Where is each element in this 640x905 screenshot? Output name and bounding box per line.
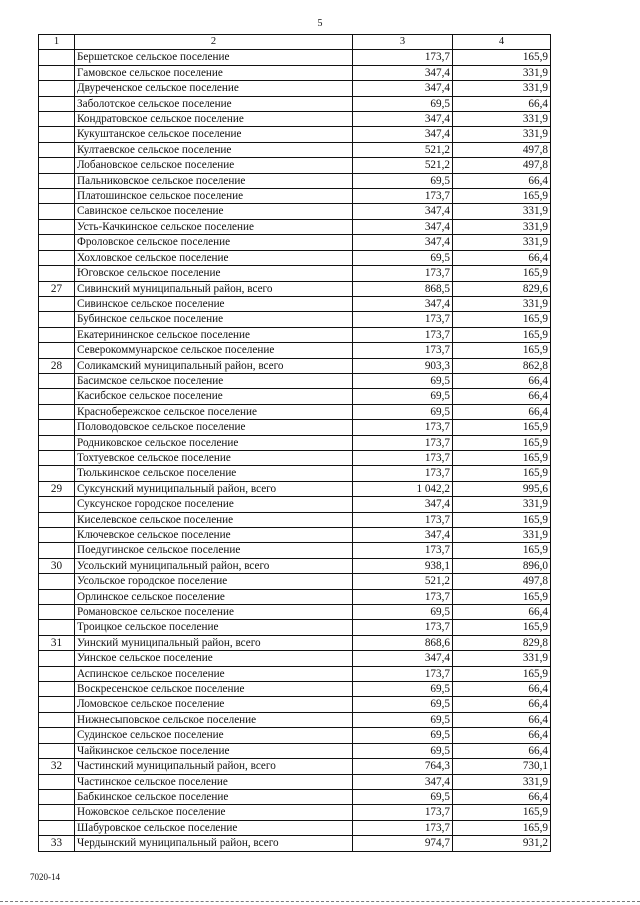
table-row bbox=[39, 204, 551, 219]
value-col4-cell: 829,6 bbox=[453, 281, 551, 296]
value-col3-cell: 764,3 bbox=[353, 759, 453, 774]
value-col3-cell: 173,7 bbox=[353, 189, 453, 204]
name-cell: Усольский муниципальный район, всего bbox=[75, 558, 353, 573]
value-col3-cell: 173,7 bbox=[353, 343, 453, 358]
name-cell: Романовское сельское поселение bbox=[75, 605, 353, 620]
table-row bbox=[39, 250, 551, 265]
row-number-cell bbox=[39, 173, 75, 188]
name-cell: Воскресенское сельское поселение bbox=[75, 682, 353, 697]
value-col4-cell: 165,9 bbox=[453, 312, 551, 327]
value-col4-cell: 497,8 bbox=[453, 142, 551, 157]
value-col3-cell: 69,5 bbox=[353, 404, 453, 419]
value-col3-cell: 347,4 bbox=[353, 235, 453, 250]
value-col3-cell: 347,4 bbox=[353, 528, 453, 543]
name-cell: Фроловское сельское поселение bbox=[75, 235, 353, 250]
value-col4-cell: 66,4 bbox=[453, 712, 551, 727]
name-cell: Платошинское сельское поселение bbox=[75, 189, 353, 204]
row-number-cell bbox=[39, 466, 75, 481]
name-cell: Бабкинское сельское поселение bbox=[75, 789, 353, 804]
row-number-cell bbox=[39, 450, 75, 465]
table-row bbox=[39, 728, 551, 743]
row-number-cell bbox=[39, 435, 75, 450]
value-col3-cell: 69,5 bbox=[353, 789, 453, 804]
row-number-cell bbox=[39, 189, 75, 204]
table-header-row bbox=[39, 35, 551, 50]
value-col3-cell: 173,7 bbox=[353, 50, 453, 65]
value-col3-cell: 938,1 bbox=[353, 558, 453, 573]
table-row bbox=[39, 404, 551, 419]
column-header: 1 bbox=[39, 35, 75, 50]
row-number-cell: 30 bbox=[39, 558, 75, 573]
value-col4-cell: 331,9 bbox=[453, 774, 551, 789]
row-number-cell bbox=[39, 112, 75, 127]
value-col3-cell: 347,4 bbox=[353, 296, 453, 311]
value-col3-cell: 974,7 bbox=[353, 836, 453, 851]
value-col3-cell: 69,5 bbox=[353, 743, 453, 758]
column-header: 2 bbox=[75, 35, 353, 50]
row-number-cell bbox=[39, 528, 75, 543]
value-col3-cell: 173,7 bbox=[353, 420, 453, 435]
value-col3-cell: 347,4 bbox=[353, 127, 453, 142]
value-col3-cell: 69,5 bbox=[353, 389, 453, 404]
name-cell: Ключевское сельское поселение bbox=[75, 528, 353, 543]
table-row bbox=[39, 158, 551, 173]
table-row bbox=[39, 512, 551, 527]
table-row bbox=[39, 173, 551, 188]
value-col4-cell: 995,6 bbox=[453, 481, 551, 496]
name-cell: Усольское городское поселение bbox=[75, 574, 353, 589]
document-code: 7020-14 bbox=[30, 872, 60, 882]
name-cell: Ножовское сельское поселение bbox=[75, 805, 353, 820]
value-col4-cell: 331,9 bbox=[453, 112, 551, 127]
table-row bbox=[39, 712, 551, 727]
name-cell: Юговское сельское поселение bbox=[75, 266, 353, 281]
value-col4-cell: 331,9 bbox=[453, 497, 551, 512]
value-col4-cell: 66,4 bbox=[453, 728, 551, 743]
value-col4-cell: 165,9 bbox=[453, 450, 551, 465]
value-col3-cell: 868,6 bbox=[353, 635, 453, 650]
value-col4-cell: 331,9 bbox=[453, 127, 551, 142]
value-col4-cell: 66,4 bbox=[453, 250, 551, 265]
name-cell: Чердынский муниципальный район, всего bbox=[75, 836, 353, 851]
value-col4-cell: 165,9 bbox=[453, 512, 551, 527]
value-col3-cell: 173,7 bbox=[353, 512, 453, 527]
row-number-cell bbox=[39, 312, 75, 327]
row-number-cell: 32 bbox=[39, 759, 75, 774]
table-row bbox=[39, 528, 551, 543]
table-row bbox=[39, 789, 551, 804]
value-col3-cell: 69,5 bbox=[353, 682, 453, 697]
name-cell: Култаевское сельское поселение bbox=[75, 142, 353, 157]
name-cell: Судинское сельское поселение bbox=[75, 728, 353, 743]
name-cell: Бершетское сельское поселение bbox=[75, 50, 353, 65]
name-cell: Лобановское сельское поселение bbox=[75, 158, 353, 173]
row-number-cell bbox=[39, 204, 75, 219]
table-row bbox=[39, 296, 551, 311]
value-col3-cell: 69,5 bbox=[353, 605, 453, 620]
table-row bbox=[39, 112, 551, 127]
value-col3-cell: 868,5 bbox=[353, 281, 453, 296]
table-row bbox=[39, 620, 551, 635]
table-row bbox=[39, 805, 551, 820]
value-col4-cell: 165,9 bbox=[453, 666, 551, 681]
table-row bbox=[39, 142, 551, 157]
row-number-cell bbox=[39, 296, 75, 311]
value-col3-cell: 903,3 bbox=[353, 358, 453, 373]
value-col4-cell: 497,8 bbox=[453, 574, 551, 589]
row-number-cell bbox=[39, 605, 75, 620]
row-number-cell bbox=[39, 389, 75, 404]
value-col3-cell: 173,7 bbox=[353, 435, 453, 450]
value-col4-cell: 165,9 bbox=[453, 589, 551, 604]
value-col4-cell: 331,9 bbox=[453, 219, 551, 234]
name-cell: Суксунское городское поселение bbox=[75, 497, 353, 512]
value-col3-cell: 347,4 bbox=[353, 651, 453, 666]
table-row bbox=[39, 281, 551, 296]
row-number-cell: 31 bbox=[39, 635, 75, 650]
value-col3-cell: 69,5 bbox=[353, 173, 453, 188]
value-col3-cell: 173,7 bbox=[353, 266, 453, 281]
table-row bbox=[39, 65, 551, 80]
value-col4-cell: 66,4 bbox=[453, 173, 551, 188]
value-col3-cell: 173,7 bbox=[353, 805, 453, 820]
name-cell: Суксунский муниципальный район, всего bbox=[75, 481, 353, 496]
name-cell: Заболотское сельское поселение bbox=[75, 96, 353, 111]
value-col3-cell: 173,7 bbox=[353, 327, 453, 342]
row-number-cell bbox=[39, 543, 75, 558]
row-number-cell bbox=[39, 620, 75, 635]
name-cell: Тюлькинское сельское поселение bbox=[75, 466, 353, 481]
row-number-cell bbox=[39, 497, 75, 512]
value-col4-cell: 165,9 bbox=[453, 543, 551, 558]
page-edge-divider bbox=[0, 901, 640, 902]
row-number-cell: 29 bbox=[39, 481, 75, 496]
name-cell: Сивинское сельское поселение bbox=[75, 296, 353, 311]
row-number-cell bbox=[39, 235, 75, 250]
name-cell: Троицкое сельское поселение bbox=[75, 620, 353, 635]
name-cell: Савинское сельское поселение bbox=[75, 204, 353, 219]
allocation-table bbox=[38, 34, 551, 852]
table-row bbox=[39, 81, 551, 96]
name-cell: Кукуштанское сельское поселение bbox=[75, 127, 353, 142]
value-col4-cell: 165,9 bbox=[453, 343, 551, 358]
value-col3-cell: 173,7 bbox=[353, 620, 453, 635]
name-cell: Орлинское сельское поселение bbox=[75, 589, 353, 604]
name-cell: Соликамский муниципальный район, всего bbox=[75, 358, 353, 373]
table-row bbox=[39, 450, 551, 465]
table-row bbox=[39, 605, 551, 620]
table-row bbox=[39, 435, 551, 450]
name-cell: Чайкинское сельское поселение bbox=[75, 743, 353, 758]
row-number-cell bbox=[39, 343, 75, 358]
row-number-cell bbox=[39, 682, 75, 697]
table-row bbox=[39, 497, 551, 512]
value-col4-cell: 331,9 bbox=[453, 296, 551, 311]
value-col4-cell: 931,2 bbox=[453, 836, 551, 851]
table-row bbox=[39, 682, 551, 697]
value-col3-cell: 69,5 bbox=[353, 250, 453, 265]
value-col4-cell: 66,4 bbox=[453, 682, 551, 697]
value-col4-cell: 862,8 bbox=[453, 358, 551, 373]
value-col3-cell: 173,7 bbox=[353, 589, 453, 604]
name-cell: Уинский муниципальный район, всего bbox=[75, 635, 353, 650]
value-col4-cell: 896,0 bbox=[453, 558, 551, 573]
name-cell: Сивинский муниципальный район, всего bbox=[75, 281, 353, 296]
value-col3-cell: 69,5 bbox=[353, 373, 453, 388]
value-col4-cell: 497,8 bbox=[453, 158, 551, 173]
table-row bbox=[39, 373, 551, 388]
table-row bbox=[39, 759, 551, 774]
row-number-cell bbox=[39, 697, 75, 712]
row-number-cell bbox=[39, 81, 75, 96]
name-cell: Нижнесыповское сельское поселение bbox=[75, 712, 353, 727]
value-col3-cell: 69,5 bbox=[353, 697, 453, 712]
table-row bbox=[39, 466, 551, 481]
name-cell: Бубинское сельское поселение bbox=[75, 312, 353, 327]
value-col4-cell: 165,9 bbox=[453, 805, 551, 820]
value-col4-cell: 331,9 bbox=[453, 651, 551, 666]
value-col4-cell: 165,9 bbox=[453, 327, 551, 342]
table-body bbox=[39, 50, 551, 851]
row-number-cell bbox=[39, 774, 75, 789]
value-col4-cell: 165,9 bbox=[453, 420, 551, 435]
row-number-cell bbox=[39, 651, 75, 666]
value-col4-cell: 66,4 bbox=[453, 605, 551, 620]
name-cell: Кондратовское сельское поселение bbox=[75, 112, 353, 127]
value-col3-cell: 173,7 bbox=[353, 450, 453, 465]
value-col3-cell: 347,4 bbox=[353, 219, 453, 234]
table-row bbox=[39, 836, 551, 851]
value-col4-cell: 66,4 bbox=[453, 697, 551, 712]
value-col3-cell: 521,2 bbox=[353, 574, 453, 589]
page-number: 5 bbox=[317, 18, 323, 29]
value-col3-cell: 521,2 bbox=[353, 158, 453, 173]
name-cell: Усть-Качкинское сельское поселение bbox=[75, 219, 353, 234]
value-col3-cell: 173,7 bbox=[353, 312, 453, 327]
value-col3-cell: 347,4 bbox=[353, 774, 453, 789]
table-row bbox=[39, 589, 551, 604]
table-row bbox=[39, 651, 551, 666]
row-number-cell bbox=[39, 805, 75, 820]
row-number-cell bbox=[39, 142, 75, 157]
table-row bbox=[39, 574, 551, 589]
value-col4-cell: 331,9 bbox=[453, 81, 551, 96]
table-row bbox=[39, 481, 551, 496]
value-col4-cell: 165,9 bbox=[453, 620, 551, 635]
value-col4-cell: 165,9 bbox=[453, 266, 551, 281]
name-cell: Ломовское сельское поселение bbox=[75, 697, 353, 712]
row-number-cell bbox=[39, 158, 75, 173]
name-cell: Гамовское сельское поселение bbox=[75, 65, 353, 80]
row-number-cell bbox=[39, 219, 75, 234]
table-row bbox=[39, 420, 551, 435]
row-number-cell: 28 bbox=[39, 358, 75, 373]
table-row bbox=[39, 96, 551, 111]
value-col3-cell: 521,2 bbox=[353, 142, 453, 157]
row-number-cell bbox=[39, 96, 75, 111]
row-number-cell bbox=[39, 512, 75, 527]
name-cell: Басимское сельское поселение bbox=[75, 373, 353, 388]
value-col3-cell: 1 042,2 bbox=[353, 481, 453, 496]
table-row bbox=[39, 266, 551, 281]
value-col4-cell: 66,4 bbox=[453, 96, 551, 111]
value-col4-cell: 66,4 bbox=[453, 389, 551, 404]
table-row bbox=[39, 389, 551, 404]
value-col3-cell: 69,5 bbox=[353, 728, 453, 743]
name-cell: Частинский муниципальный район, всего bbox=[75, 759, 353, 774]
column-header: 4 bbox=[453, 35, 551, 50]
row-number-cell bbox=[39, 728, 75, 743]
table-row bbox=[39, 50, 551, 65]
value-col4-cell: 165,9 bbox=[453, 466, 551, 481]
table-row bbox=[39, 666, 551, 681]
name-cell: Шабуровское сельское поселение bbox=[75, 820, 353, 835]
table-row bbox=[39, 697, 551, 712]
value-col3-cell: 173,7 bbox=[353, 543, 453, 558]
row-number-cell bbox=[39, 373, 75, 388]
row-number-cell bbox=[39, 789, 75, 804]
row-number-cell bbox=[39, 327, 75, 342]
row-number-cell bbox=[39, 50, 75, 65]
row-number-cell bbox=[39, 266, 75, 281]
value-col3-cell: 173,7 bbox=[353, 666, 453, 681]
row-number-cell bbox=[39, 574, 75, 589]
row-number-cell bbox=[39, 404, 75, 419]
name-cell: Касибское сельское поселение bbox=[75, 389, 353, 404]
value-col4-cell: 66,4 bbox=[453, 404, 551, 419]
value-col4-cell: 331,9 bbox=[453, 65, 551, 80]
table-row bbox=[39, 219, 551, 234]
value-col4-cell: 165,9 bbox=[453, 820, 551, 835]
table-row bbox=[39, 635, 551, 650]
value-col3-cell: 347,4 bbox=[353, 204, 453, 219]
table-row bbox=[39, 820, 551, 835]
name-cell: Пальниковское сельское поселение bbox=[75, 173, 353, 188]
name-cell: Половодовское сельское поселение bbox=[75, 420, 353, 435]
row-number-cell bbox=[39, 65, 75, 80]
name-cell: Родниковское сельское поселение bbox=[75, 435, 353, 450]
row-number-cell bbox=[39, 712, 75, 727]
value-col3-cell: 173,7 bbox=[353, 820, 453, 835]
table-row bbox=[39, 743, 551, 758]
row-number-cell bbox=[39, 420, 75, 435]
name-cell: Поедугинское сельское поселение bbox=[75, 543, 353, 558]
value-col4-cell: 66,4 bbox=[453, 743, 551, 758]
value-col3-cell: 69,5 bbox=[353, 96, 453, 111]
row-number-cell bbox=[39, 589, 75, 604]
table-row bbox=[39, 543, 551, 558]
row-number-cell bbox=[39, 666, 75, 681]
row-number-cell: 33 bbox=[39, 836, 75, 851]
name-cell: Аспинское сельское поселение bbox=[75, 666, 353, 681]
row-number-cell bbox=[39, 820, 75, 835]
table-row bbox=[39, 127, 551, 142]
value-col3-cell: 347,4 bbox=[353, 112, 453, 127]
value-col3-cell: 347,4 bbox=[353, 81, 453, 96]
name-cell: Северокоммунарское сельское поселение bbox=[75, 343, 353, 358]
name-cell: Частинское сельское поселение bbox=[75, 774, 353, 789]
name-cell: Тохтуевское сельское поселение bbox=[75, 450, 353, 465]
row-number-cell bbox=[39, 743, 75, 758]
value-col4-cell: 165,9 bbox=[453, 50, 551, 65]
value-col3-cell: 173,7 bbox=[353, 466, 453, 481]
name-cell: Киселевское сельское поселение bbox=[75, 512, 353, 527]
name-cell: Краснобережское сельское поселение bbox=[75, 404, 353, 419]
table-row bbox=[39, 343, 551, 358]
table-row bbox=[39, 774, 551, 789]
name-cell: Двуреченское сельское поселение bbox=[75, 81, 353, 96]
table-row bbox=[39, 189, 551, 204]
value-col4-cell: 829,8 bbox=[453, 635, 551, 650]
name-cell: Екатерининское сельское поселение bbox=[75, 327, 353, 342]
row-number-cell bbox=[39, 250, 75, 265]
value-col4-cell: 730,1 bbox=[453, 759, 551, 774]
value-col4-cell: 66,4 bbox=[453, 373, 551, 388]
column-header: 3 bbox=[353, 35, 453, 50]
table-row bbox=[39, 327, 551, 342]
name-cell: Хохловское сельское поселение bbox=[75, 250, 353, 265]
row-number-cell bbox=[39, 127, 75, 142]
table-row bbox=[39, 358, 551, 373]
value-col3-cell: 69,5 bbox=[353, 712, 453, 727]
value-col4-cell: 331,9 bbox=[453, 528, 551, 543]
value-col4-cell: 66,4 bbox=[453, 789, 551, 804]
value-col4-cell: 331,9 bbox=[453, 235, 551, 250]
table-row bbox=[39, 235, 551, 250]
name-cell: Уинское сельское поселение bbox=[75, 651, 353, 666]
row-number-cell: 27 bbox=[39, 281, 75, 296]
table-row bbox=[39, 558, 551, 573]
value-col3-cell: 347,4 bbox=[353, 65, 453, 80]
value-col4-cell: 331,9 bbox=[453, 204, 551, 219]
value-col3-cell: 347,4 bbox=[353, 497, 453, 512]
value-col4-cell: 165,9 bbox=[453, 189, 551, 204]
table-row bbox=[39, 312, 551, 327]
value-col4-cell: 165,9 bbox=[453, 435, 551, 450]
